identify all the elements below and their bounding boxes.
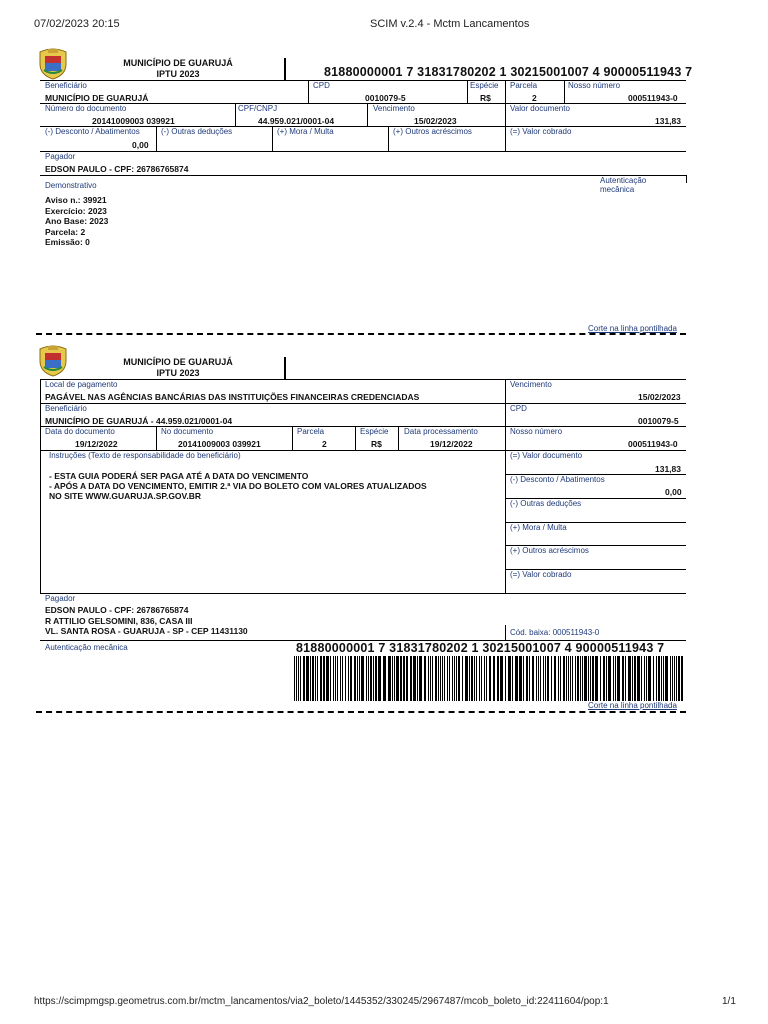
autenticacao-label-receipt: Autenticação mecânica — [600, 176, 647, 194]
cut-line-1 — [36, 333, 686, 335]
digitable-line-slip: 81880000001 7 31831780202 1 30215001007 4 90000511943 7 — [296, 641, 665, 655]
pagador-label: Pagador — [45, 152, 76, 161]
beneficiario-value-slip: MUNICÍPIO DE GUARUJÁ - 44.959.021/0001-04 — [45, 416, 233, 426]
data-processamento-value: 19/12/2022 — [430, 439, 473, 449]
cut-line-2 — [36, 711, 686, 713]
parcela-value: 2 — [532, 93, 537, 103]
cpd-value-slip: 0010079-5 — [638, 416, 679, 426]
vencimento-label: Vencimento — [373, 104, 415, 113]
outras-deducoes-label: (-) Outras deduções — [161, 127, 233, 136]
vencimento-value-slip: 15/02/2023 — [638, 392, 681, 402]
nosso-numero-label-slip: Nosso número — [510, 427, 563, 436]
cpd-label-slip: CPD — [510, 404, 527, 413]
barcode — [292, 656, 686, 701]
especie-value: R$ — [480, 93, 491, 103]
local-pagamento-value: PAGÁVEL NAS AGÊNCIAS BANCÁRIAS DAS INSTITUIÇÕES FINANCEIRAS CREDENCIADAS — [45, 392, 420, 402]
valor-documento-value-slip: 131,83 — [655, 464, 681, 474]
coat-of-arms-logo — [36, 345, 70, 382]
demonstrativo-label: Demonstrativo — [45, 181, 97, 190]
desconto-value: 0,00 — [132, 140, 149, 150]
print-datetime: 07/02/2023 20:15 — [34, 18, 120, 30]
vencimento-value: 15/02/2023 — [414, 116, 457, 126]
instrucoes-label: Instruções (Texto de responsabilidade do beneficiário) — [49, 451, 241, 460]
desconto-value-slip: 0,00 — [665, 487, 682, 497]
no-documento-label: No documento — [161, 427, 214, 436]
especie-value-slip: R$ — [371, 439, 382, 449]
desconto-label-slip: (-) Desconto / Abatimentos — [510, 475, 605, 484]
data-processamento-label: Data processamento — [404, 427, 478, 436]
desconto-label: (-) Desconto / Abatimentos — [45, 127, 140, 136]
cnpj-value: 44.959.021/0001-04 — [258, 116, 335, 126]
mora-multa-label-slip: (+) Mora / Multa — [510, 523, 567, 532]
beneficiario-value: MUNICÍPIO DE GUARUJÁ — [45, 93, 149, 103]
outras-deducoes-label-slip: (-) Outras deduções — [510, 499, 582, 508]
nosso-numero-value: 000511943-0 — [628, 93, 678, 103]
valor-documento-value: 131,83 — [655, 116, 681, 126]
cpd-value: 0010079-5 — [365, 93, 406, 103]
autenticacao-label-slip: Autenticação mecânica — [45, 643, 128, 652]
codigo-baixa: Cód. baixa: 000511943-0 — [510, 628, 600, 637]
data-documento-value: 19/12/2022 — [75, 439, 118, 449]
mora-multa-label: (+) Mora / Multa — [277, 127, 334, 136]
org-header-receipt: MUNICÍPIO DE GUARUJÁ IPTU 2023 — [123, 58, 233, 79]
cnpj-label: CPF/CNPJ — [238, 104, 278, 113]
pagador-details: EDSON PAULO - CPF: 26786765874 R ATTILIO GELSOMINI, 836, CASA III VL. SANTA ROSA - GUARUJA - SP - CEP 11431130 — [45, 605, 248, 636]
instrucoes-text: - ESTA GUIA PODERÁ SER PAGA ATÉ A DATA DO VENCIMENTO - APÓS A DATA DO VENCIMENTO, EMITIR 2.ª VIA DO BOLETO COM VALORES ATUALIZADOS NO SITE WWW.GUARUJA.SP.GOV.BR — [49, 471, 427, 501]
nosso-numero-value-slip: 000511943-0 — [628, 439, 678, 449]
no-documento-value: 20141009003 039921 — [178, 439, 261, 449]
pagador-value: EDSON PAULO - CPF: 26786765874 — [45, 164, 189, 174]
numero-documento-value: 20141009003 039921 — [92, 116, 175, 126]
vencimento-label-slip: Vencimento — [510, 380, 552, 389]
beneficiario-label-slip: Beneficiário — [45, 404, 87, 413]
nosso-numero-label: Nosso número — [568, 81, 621, 90]
cut-label-1: Corte na linha pontilhada — [588, 324, 677, 333]
parcela-label: Parcela — [510, 81, 538, 90]
numero-documento-label: Número do documento — [45, 104, 127, 113]
demonstrativo-lines: Aviso n.: 39921 Exercício: 2023 Ano Base: 2023 Parcela: 2 Emissão: 0 — [45, 195, 109, 247]
pagador-label-slip: Pagador — [45, 594, 76, 603]
page-url: https://scimpmgsp.geometrus.com.br/mctm_lancamentos/via2_boleto/1445352/330245/2967487/mcob_boleto_id:22411604/pop:1 — [34, 996, 609, 1007]
page-number: 1/1 — [722, 996, 736, 1007]
especie-label-slip: Espécie — [360, 427, 389, 436]
outros-acrescimos-label: (+) Outros acréscimos — [393, 127, 472, 136]
data-documento-label: Data do documento — [45, 427, 115, 436]
valor-cobrado-label-slip: (=) Valor cobrado — [510, 570, 572, 579]
cpd-label: CPD — [313, 81, 330, 90]
valor-documento-label: Valor documento — [510, 104, 570, 113]
org-header-slip: MUNICÍPIO DE GUARUJÁ IPTU 2023 — [123, 357, 233, 378]
parcela-value-slip: 2 — [322, 439, 327, 449]
especie-label: Espécie — [470, 81, 499, 90]
valor-cobrado-label: (=) Valor cobrado — [510, 127, 572, 136]
print-title: SCIM v.2.4 - Mctm Lancamentos — [370, 18, 530, 30]
valor-documento-label-slip: (=) Valor documento — [510, 451, 583, 460]
parcela-label-slip: Parcela — [297, 427, 325, 436]
beneficiario-label: Beneficiário — [45, 81, 87, 90]
local-pagamento-label: Local de pagamento — [45, 380, 118, 389]
digitable-line-receipt: 81880000001 7 31831780202 1 30215001007 4 90000511943 7 — [324, 65, 693, 79]
cut-label-2: Corte na linha pontilhada — [588, 701, 677, 710]
outros-acrescimos-label-slip: (+) Outros acréscimos — [510, 546, 589, 555]
